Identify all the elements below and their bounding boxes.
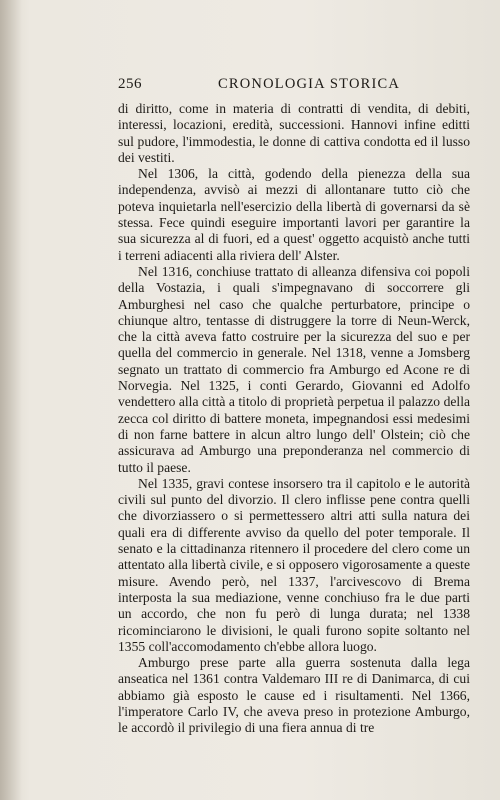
paragraph: di diritto, come in materia di contratti di vendita, di debiti, interessi, locazioni, eredità, successioni. Hannovi infine editti sul pudore, l'immodestia, le donne di cattiva condotta ed il lusso dei vestiti.: [118, 101, 470, 165]
paragraph: Nel 1335, gravi contese insorsero tra il capitolo e le autorità civili sul punto del divorzio. Il clero inflisse pene contra quelli che divorziassero o si permettessero altri atti sulla natura dei quali era di differente avviso da quello del poter temporale. Il senato e la cittadinanza ritennero il procedere del clero come un attentato alla libertà civile, e si opposero vigorosamente a queste misure. Avendo però, nel 1337, l'arcivescovo di Brema interposta la sua mediazione, venne conchiuso fra le due parti un accordo, che non fu però di lunga durata; nel 1338 ricominciarono le divisioni, le quali furono sopite soltanto nel 1355 coll'accomodamento ch'ebbe allora luogo.: [118, 475, 470, 654]
page-header: [118, 76, 458, 94]
page-number: 256: [118, 76, 142, 92]
paragraph: Amburgo prese parte alla guerra sostenuta dalla lega anseatica nel 1361 contra Valdemaro III re di Danimarca, di cui abbiamo già esposto le cause ed i risultamenti. Nel 1366, l'imperatore Carlo IV, che aveva preso in protezione Amburgo, le accordò il privilegio di una fiera annua di tre: [118, 655, 470, 736]
page-fold-shadow: [0, 0, 22, 800]
body-text: [118, 101, 470, 737]
paragraph: Nel 1306, la città, godendo della pienezza della sua independenza, avvisò ai mezzi di allontanare tutto ciò che poteva inquietarla nell'esercizio della libertà di governarsi da sè stessa. Fece quindi eseguire importanti lavori per garantire la sua sicurezza al di fuori, ed a quest' oggetto acquistò anche tutti i terreni adiacenti alla riviera dell' Alster.: [118, 166, 470, 263]
paragraph: Nel 1316, conchiuse trattato di alleanza difensiva coi popoli della Vostazia, i quali s'impegnavano di soccorrere gli Amburghesi nel caso che qualche perturbatore, principe o chiunque altro, tentasse di distruggere la torre di Neun-Werck, che la città aveva fatto costruire per la sicurezza del suo e per quella del commercio in generale. Nel 1318, venne a Jomsberg segnato un trattato di commercio fra Amburgo ed Acone re di Norvegia. Nel 1325, i conti Gerardo, Giovanni ed Adolfo vendettero alla città a titolo di proprietà perpetua il palazzo della zecca col diritto di battere moneta, impegnandosi essi medesimi di non farne battere in alcun altro lungo dell' Olstein; ciò che assicurava ad Amburgo una preponderanza nel commercio di tutto il paese.: [118, 263, 470, 475]
running-title: CRONOLOGIA STORICA: [218, 76, 401, 92]
